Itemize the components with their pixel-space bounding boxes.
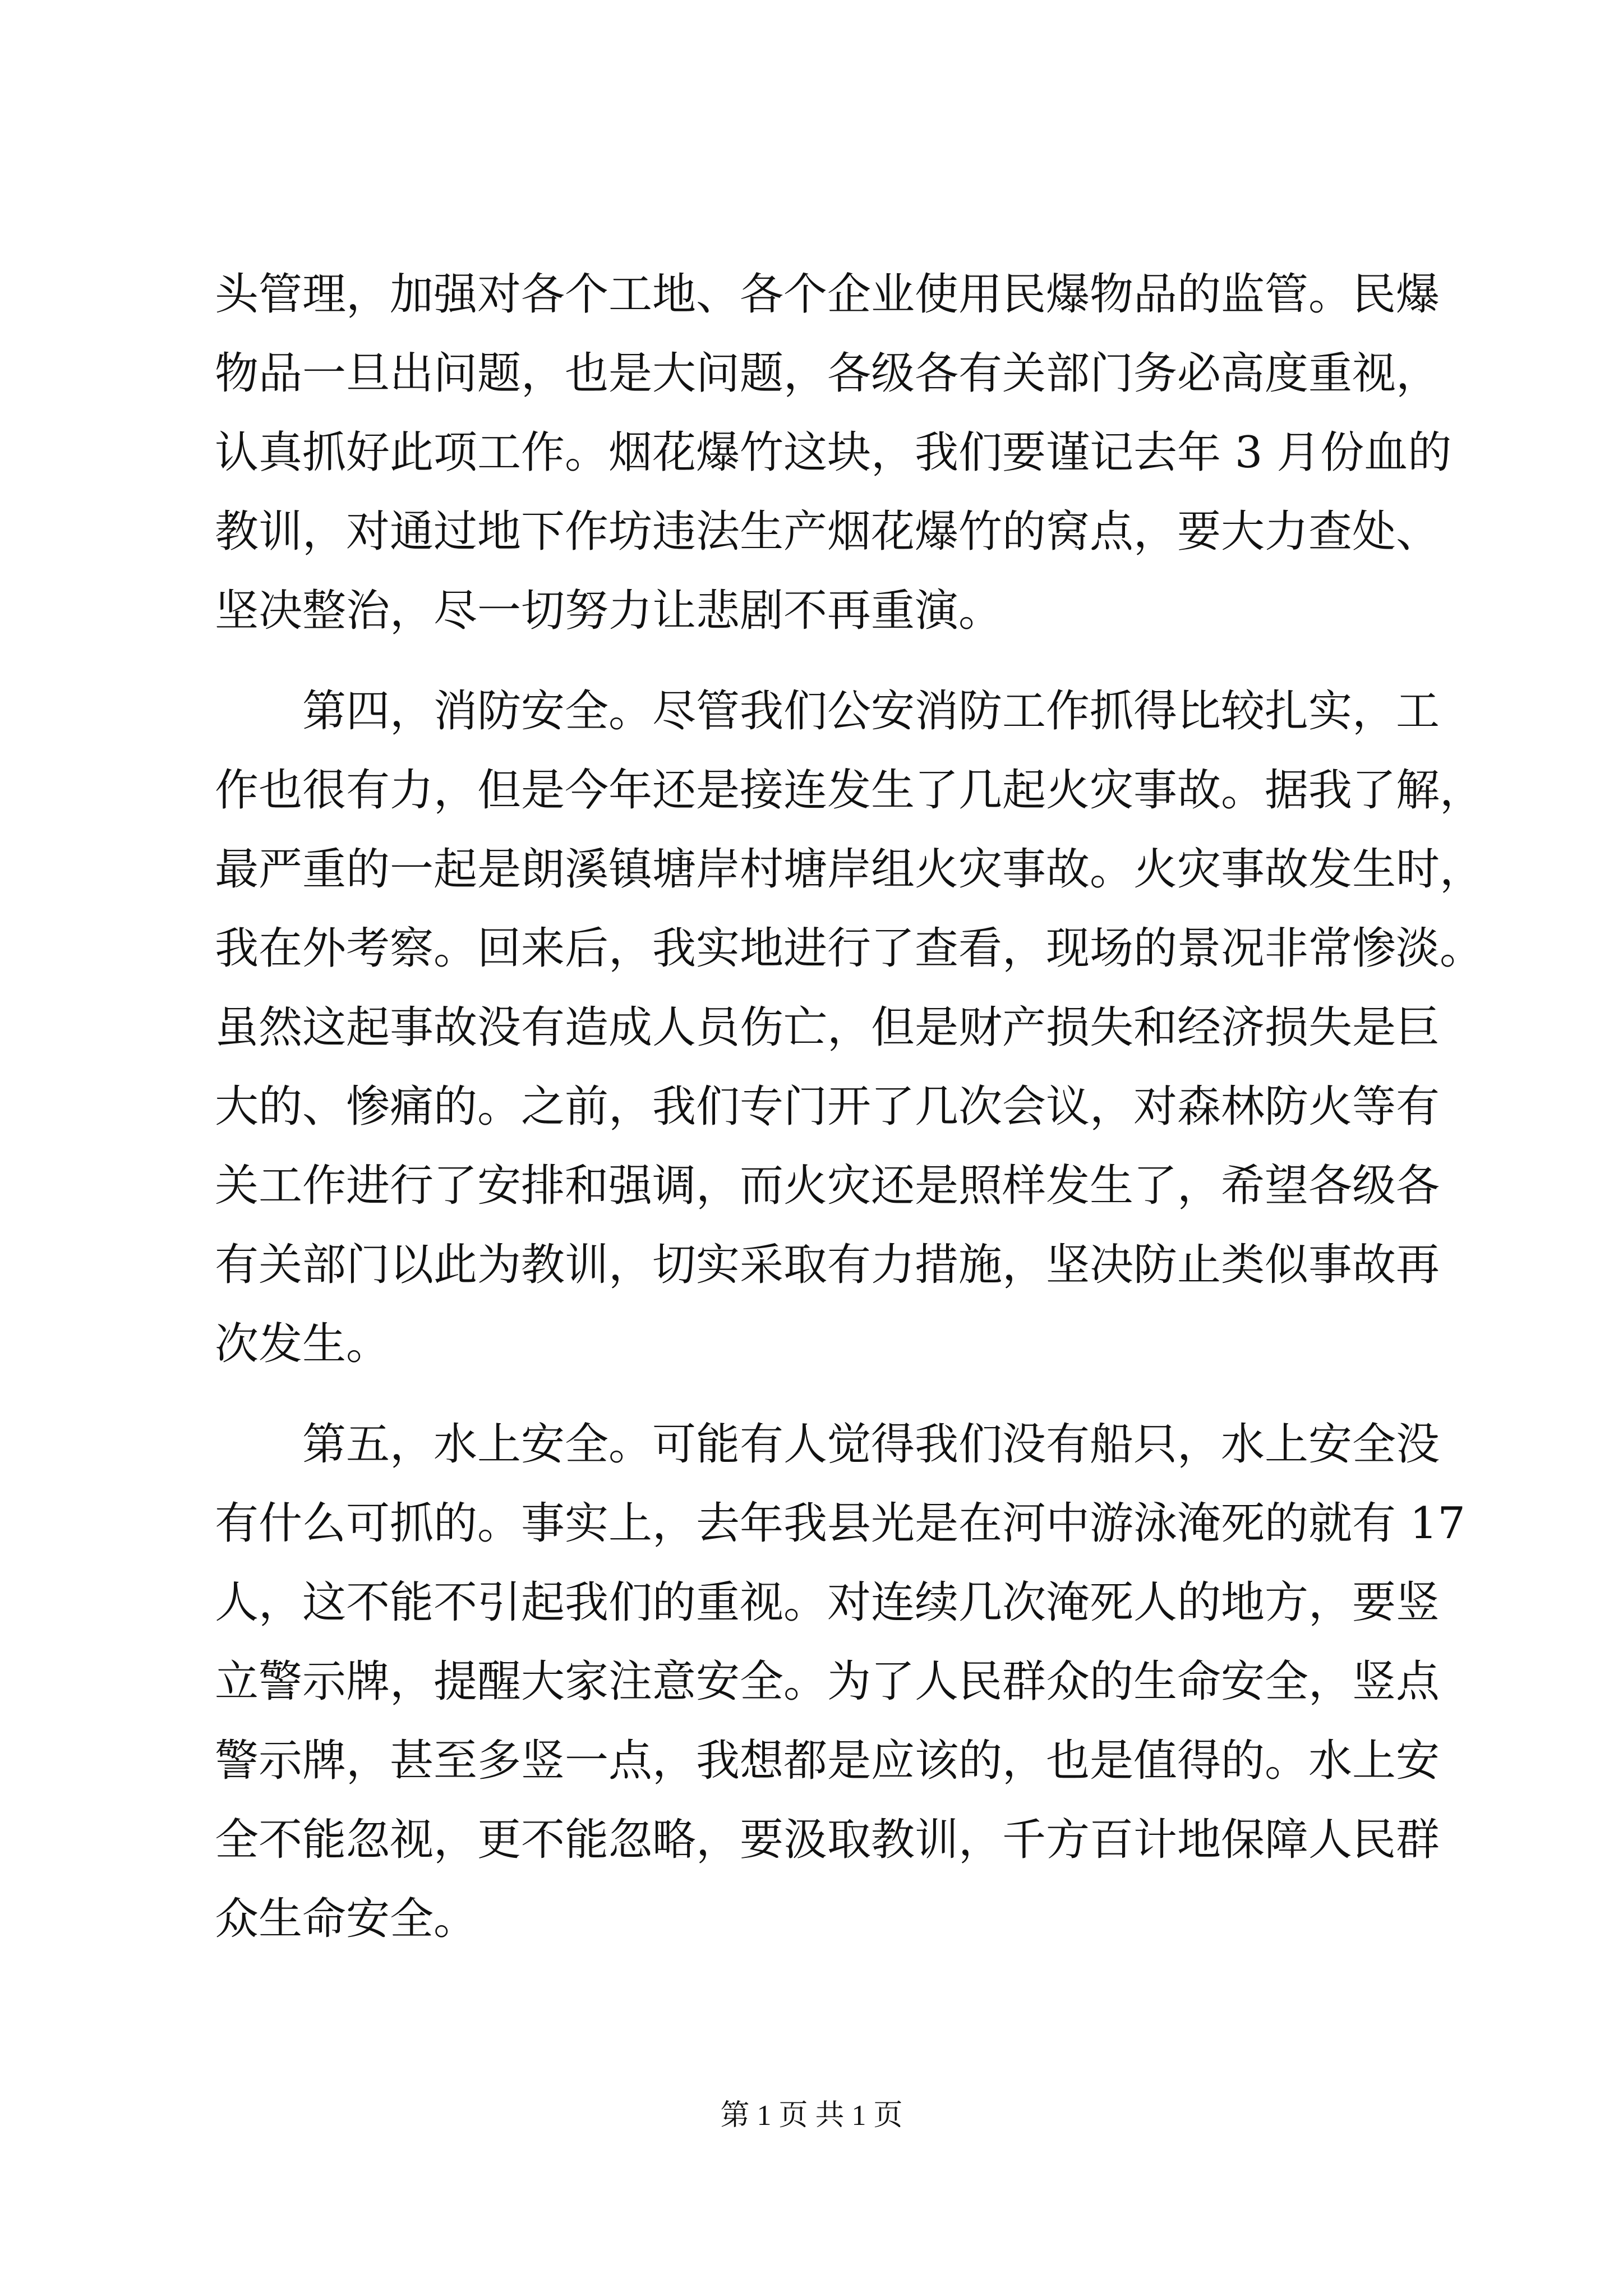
- text-line: 有关部门以此为教训，切实采取有力措施，坚决防止类似事故再: [215, 1240, 1440, 1290]
- text-line: 关工作进行了安排和强调，而火灾还是照样发生了，希望各级各: [215, 1161, 1440, 1211]
- text-line: 教训，对通过地下作坊违法生产烟花爆竹的窝点，要大力查处、: [215, 507, 1440, 557]
- text-line: 作也很有力，但是今年还是接连发生了几起火灾事故。据我了解，: [215, 765, 1484, 816]
- text-line: 众生命安全。: [215, 1894, 478, 1944]
- text-line: 有什么可抓的。事实上，去年我县光是在河中游泳淹死的就有 17: [215, 1498, 1466, 1549]
- text-line: 警示牌，甚至多竖一点，我想都是应该的，也是值得的。水上安: [215, 1736, 1440, 1786]
- text-line: 虽然这起事故没有造成人员伤亡，但是财产损失和经济损失是巨: [215, 1002, 1440, 1053]
- paragraph-1: [215, 255, 1452, 651]
- text-line: 我在外考察。回来后，我实地进行了查看，现场的景况非常惨淡。: [215, 923, 1484, 974]
- text-line: 坚决整治，尽一切努力让悲剧不再重演。: [215, 586, 1003, 636]
- page-footer: 第 1 页 共 1 页: [720, 2100, 903, 2132]
- text-line: 大的、惨痛的。之前，我们专门开了几次会议，对森林防火等有: [215, 1082, 1440, 1132]
- document-body: [215, 255, 1484, 1959]
- text-line: 全不能忽视，更不能忽略，要汲取教训，千方百计地保障人民群: [215, 1815, 1440, 1865]
- text-line: 次发生。: [215, 1319, 390, 1369]
- text-line: 物品一旦出问题，也是大问题，各级各有关部门务必高度重视，: [215, 348, 1440, 399]
- text-line: 头管理，加强对各个工地、各个企业使用民爆物品的监管。民爆: [215, 269, 1440, 320]
- text-line: 最严重的一起是朗溪镇塘岸村塘岸组火灾事故。火灾事故发生时，: [215, 844, 1484, 895]
- text-line: 第五，水上安全。可能有人觉得我们没有船只，水上安全没: [215, 1419, 1440, 1470]
- text-line: 立警示牌，提醒大家注意安全。为了人民群众的生命安全，竖点: [215, 1657, 1440, 1707]
- text-line: 认真抓好此项工作。烟花爆竹这块，我们要谨记去年 3 月份血的: [215, 427, 1452, 478]
- paragraph-2: [215, 672, 1484, 1384]
- text-line: 人，这不能不引起我们的重视。对连续几次淹死人的地方，要竖: [215, 1577, 1440, 1628]
- text-line: 第四，消防安全。尽管我们公安消防工作抓得比较扎实，工: [215, 686, 1440, 737]
- paragraph-3: [215, 1405, 1466, 1959]
